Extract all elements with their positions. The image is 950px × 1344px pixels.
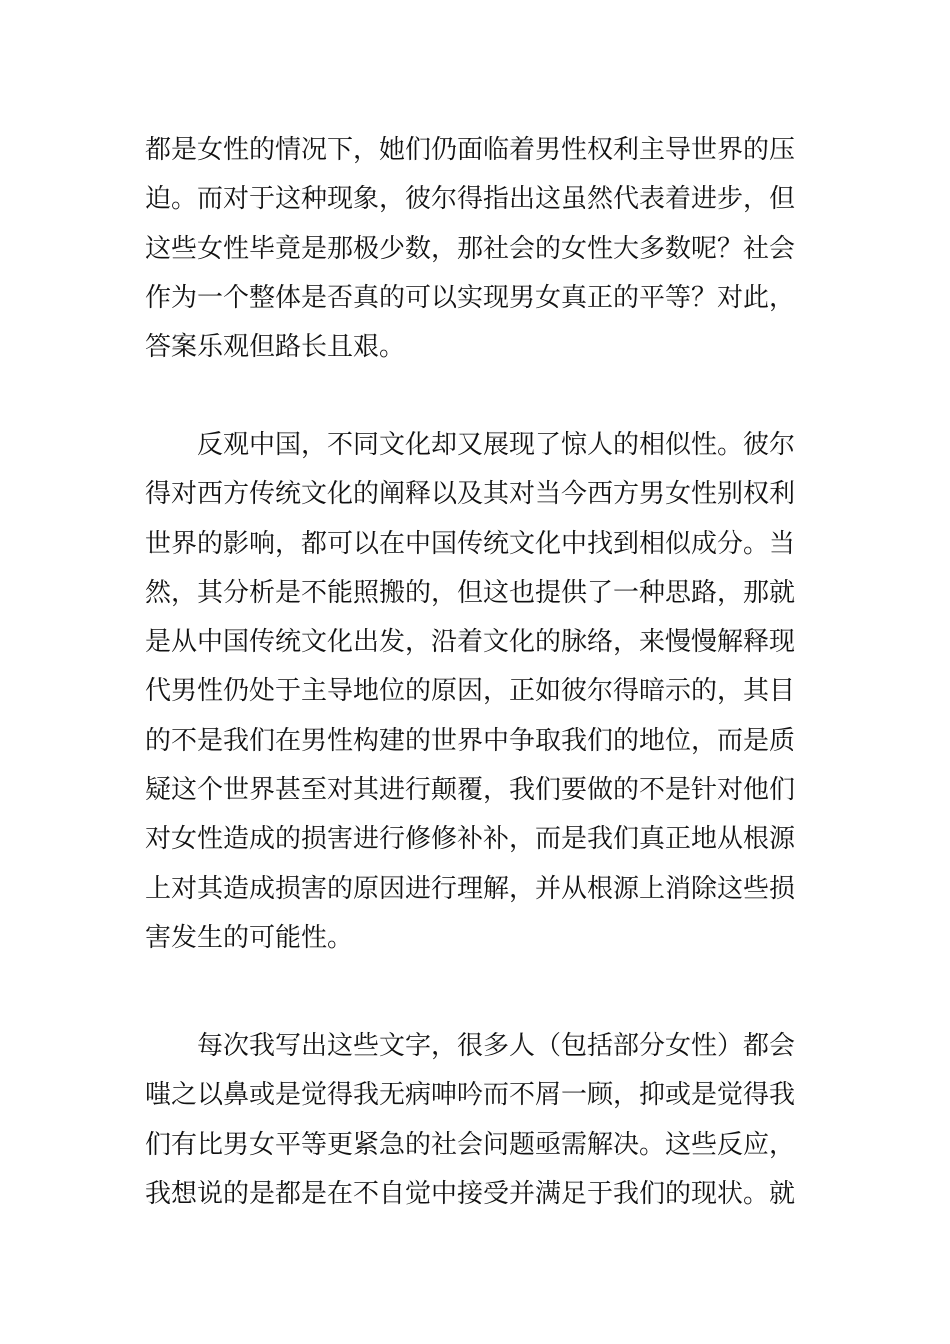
paragraph-line: 答案乐观但路长且艰。 — [145, 332, 406, 363]
paragraph-line: 的不是我们在男性构建的世界中争取我们的地位，而是质 — [145, 725, 796, 756]
paragraph-line: 上对其造成损害的原因进行理解，并从根源上消除这些损 — [145, 873, 796, 904]
paragraph-line: 害发生的可能性。 — [145, 922, 354, 953]
paragraph-line: 这些女性毕竟是那极少数，那社会的女性大多数呢？社会 — [145, 233, 796, 264]
paragraph-line: 世界的影响，都可以在中国传统文化中找到相似成分。当 — [145, 528, 796, 559]
paragraph-line: 疑这个世界甚至对其进行颠覆，我们要做的不是针对他们 — [145, 775, 796, 806]
paragraph-line: 然，其分析是不能照搬的，但这也提供了一种思路，那就 — [145, 577, 796, 608]
paragraph-line: 代男性仍处于主导地位的原因，正如彼尔得暗示的，其目 — [145, 676, 796, 707]
paragraph-line: 对女性造成的损害进行修修补补，而是我们真正地从根源 — [145, 824, 796, 855]
paragraph-line: 迫。而对于这种现象，彼尔得指出这虽然代表着进步，但 — [145, 184, 796, 215]
paragraph-line: 我想说的是都是在不自觉中接受并满足于我们的现状。就 — [145, 1178, 796, 1209]
paragraph-line: 嗤之以鼻或是觉得我无病呻吟而不屑一顾，抑或是觉得我 — [145, 1080, 796, 1111]
paragraph-1 — [145, 126, 810, 372]
paragraph-line: 作为一个整体是否真的可以实现男女真正的平等？对此， — [145, 282, 796, 313]
paragraph-line: 得对西方传统文化的阐释以及其对当今西方男女性别权利 — [145, 479, 796, 510]
paragraph-3 — [145, 1022, 810, 1219]
paragraph-2 — [145, 421, 810, 963]
paragraph-line: 们有比男女平等更紧急的社会问题亟需解决。这些反应， — [145, 1129, 796, 1160]
paragraph-line: 都是女性的情况下，她们仍面临着男性权利主导世界的压 — [145, 135, 796, 165]
paragraph-line: 反观中国，不同文化却又展现了惊人的相似性。彼尔 — [145, 430, 796, 460]
paragraph-line: 每次我写出这些文字，很多人（包括部分女性）都会 — [145, 1031, 796, 1061]
paragraph-line: 是从中国传统文化出发，沿着文化的脉络，来慢慢解释现 — [145, 627, 796, 658]
